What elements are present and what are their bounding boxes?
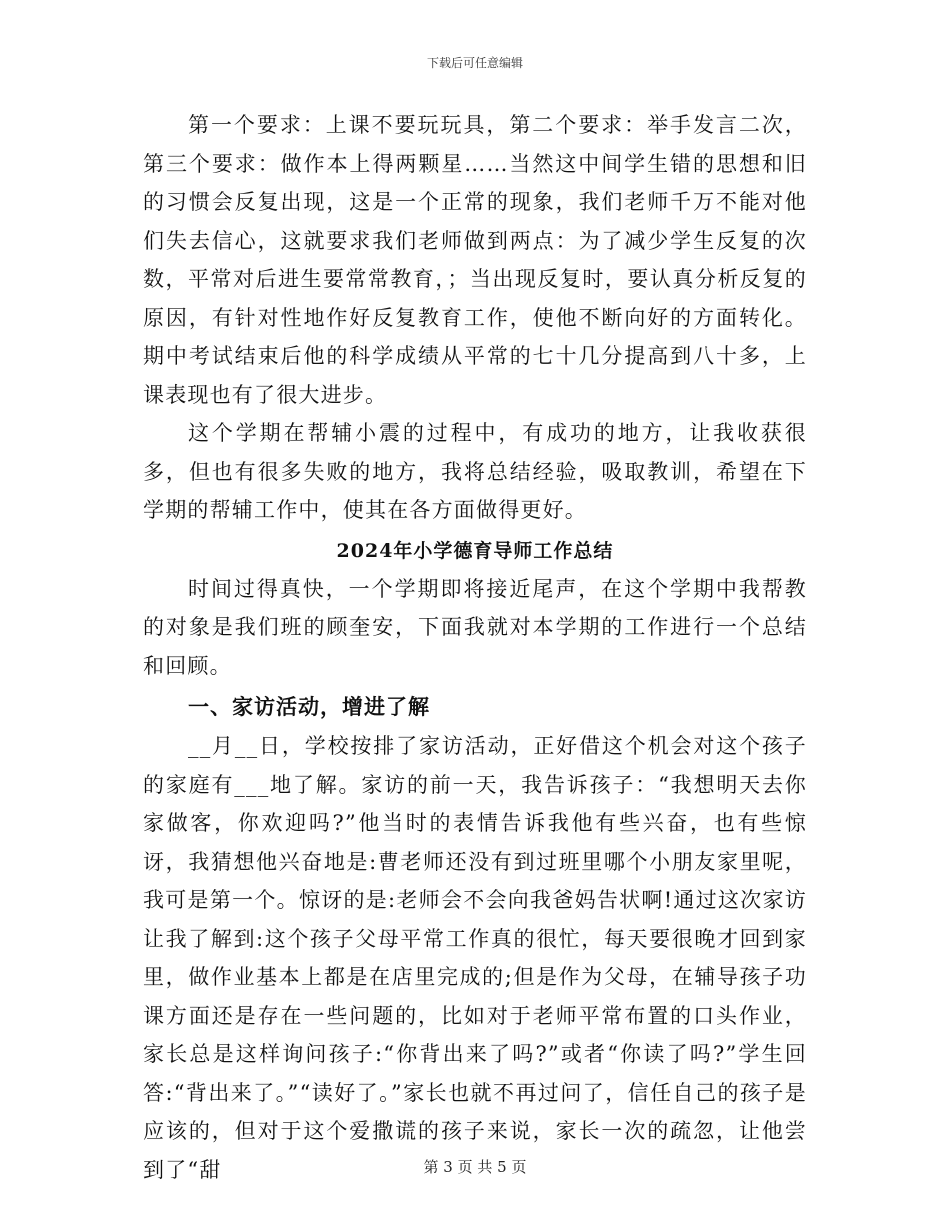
document-body [143,106,807,1189]
document-title: 2024年小学德育导师工作总结 [336,539,614,562]
paragraph-2: 这个学期在帮辅小震的过程中，有成功的地方，让我收获很多，但也有很多失败的地方，我将总结经验，吸取教训，希望在下学期的帮辅工作中，使其在各方面做得更好。 [143,421,807,522]
paragraph-4: __月__日，学校按排了家访活动，正好借这个机会对这个孩子的家庭有___地了解。家访的前一天，我告诉孩子：“我想明天去你家做客，你欢迎吗?”他当时的表情告诉我他有些兴奋，也有些惊讶，我猜想他兴奋地是:曹老师还没有到过班里哪个小朋友家里呢，我可是第一个。惊讶的是:老师会不会向我爸妈告状啊!通过这次家访让我了解到:这个孩子父母平常工作真的很忙，每天要很晚才回到家里，做作业基本上都是在店里完成的;但是作为父母，在辅导孩子功课方面还是存在一些问题的，比如对于老师平常布置的口头作业，家长总是这样询问孩子:“你背出来了吗?”或者“你读了吗?”学生回答:“背出来了。”“读好了。”家长也就不再过问了，信任自己的孩子是应该的，但对于这个爱撒谎的孩子来说，家长一次的疏忽，让他尝到了“甜 [143,734,807,1182]
paragraph-3: 时间过得真快，一个学期即将接近尾声，在这个学期中我帮教的对象是我们班的顾奎安，下面我就对本学期的工作进行一个总结和回顾。 [143,576,807,678]
paragraph-1: 第一个要求：上课不要玩玩具，第二个要求：举手发言二次，第三个要求：做作本上得两颗星……当然这中间学生错的思想和旧的习惯会反复出现，这是一个正常的现象，我们老师千万不能对他们失去信心，这就要求我们老师做到两点：为了减少学生反复的次数，平常对后进生要常常教育，；当出现反复时，要认真分析反复的原因，有针对性地作好反复教育工作，使他不断向好的方面转化。期中考试结束后他的科学成绩从平常的七十几分提高到八十多，上课表现也有了很大进步。 [143,113,807,407]
page-header: 下载后可任意编辑 [426,56,523,70]
page-footer: 第 3 页 共 5 页 [423,1158,527,1176]
section-heading-1: 一、家访活动，增进了解 [188,694,430,719]
